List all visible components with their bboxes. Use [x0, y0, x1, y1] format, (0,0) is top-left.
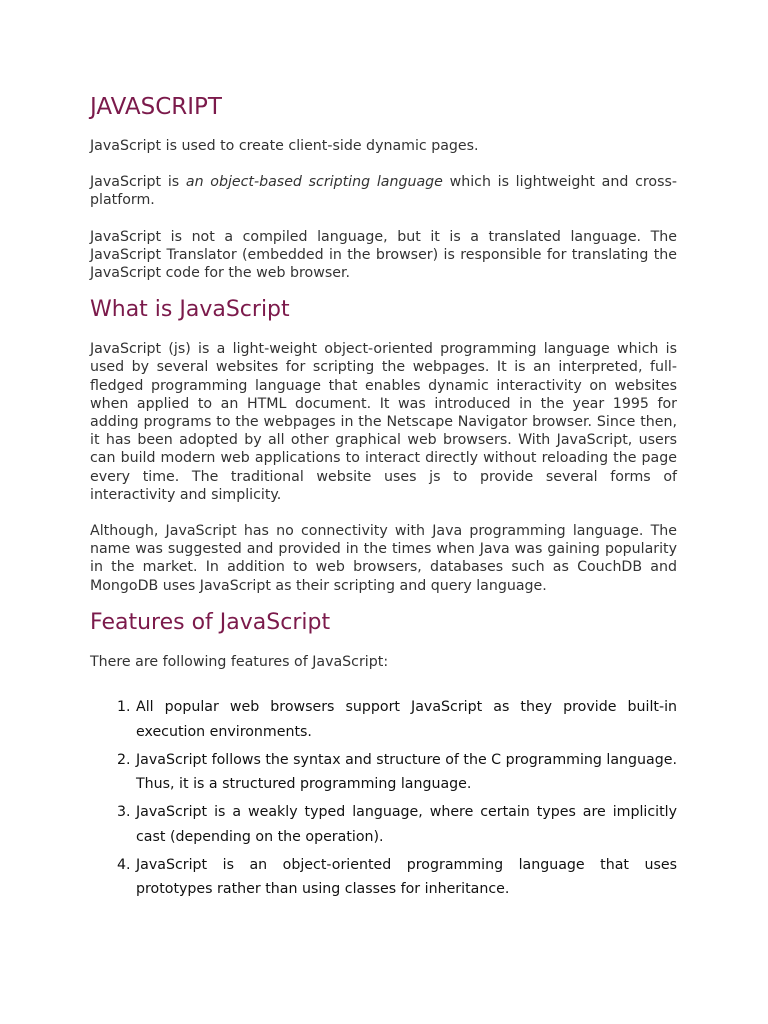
document-page [90, 92, 677, 905]
section-heading-what-is: What is JavaScript [90, 297, 290, 323]
intro-paragraph-3: JavaScript is not a compiled language, but it is a translated language. The JavaScript Translator (embedded in the browser) is responsible for translating the JavaScript code for the web browser. [90, 228, 677, 282]
what-is-paragraph-1: JavaScript (js) is a light-weight object-oriented programming language which is used by several websites for scripting the webpages. It is an interpreted, full-fledged programming language that enables dynamic interactivity on websites when applied to an HTML document. It was introduced in the year 1995 for adding programs to the webpages in the Netscape Navigator browser. Since then, it has been adopted by all other graphical web browsers. With JavaScript, users can build modern web applications to interact directly without reloading the page every time. The traditional website uses js to provide several forms of interactivity and simplicity. [90, 341, 677, 503]
intro-p2-emphasis: an object-based scripting language [185, 174, 443, 191]
intro-p2-start: JavaScript is [90, 174, 186, 191]
intro-paragraph-1: JavaScript is used to create client-side dynamic pages. [90, 138, 479, 154]
list-item: 4. JavaScript is an object-oriented programming language that uses prototypes rather than using classes for inheritance. [135, 853, 677, 902]
section-heading-features: Features of JavaScript [90, 609, 331, 635]
what-is-paragraph-2: Although, JavaScript has no connectivity with Java programming language. The name was suggested and provided in the times when Java was gaining popularity in the market. In addition to web browsers, databases such as CouchDB and MongoDB uses JavaScript as their scripting and query language. [90, 523, 677, 594]
intro-p2-end: which is lightweight and cross-platform. [90, 174, 677, 209]
intro-paragraph-2 [90, 173, 677, 209]
features-intro: There are following features of JavaScript: [90, 653, 389, 670]
features-list [90, 695, 677, 902]
page-title: JAVASCRIPT [90, 94, 222, 120]
list-item: 2. JavaScript follows the syntax and structure of the C programming language. Thus, it is a structured programming language. [135, 748, 677, 797]
list-item: 3. JavaScript is a weakly typed language, where certain types are implicitly cast (depending on the operation). [135, 800, 677, 849]
list-item: 1. All popular web browsers support JavaScript as they provide built-in execution environments. [135, 695, 677, 744]
